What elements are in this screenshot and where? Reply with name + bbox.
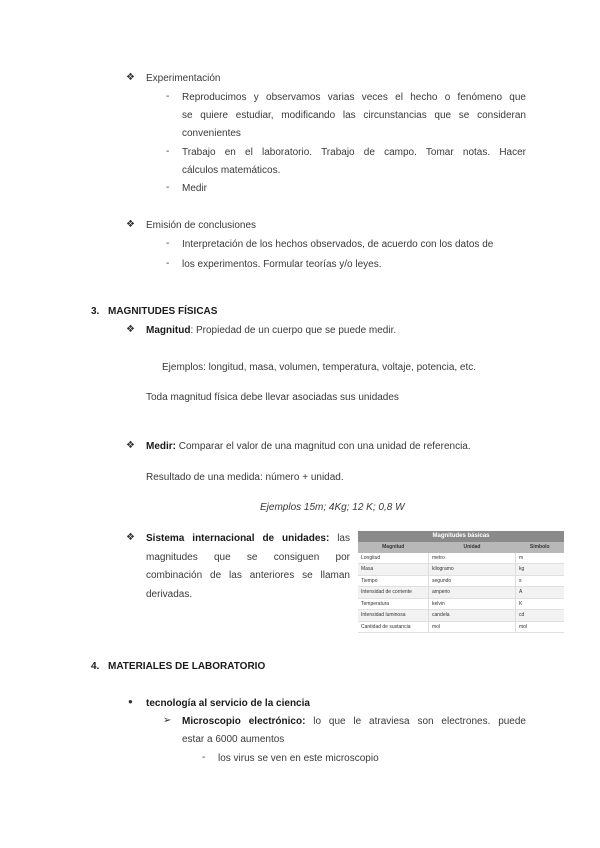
table-cell: Cantidad de sustancia [358, 621, 429, 633]
si-line-3: combinación de las anteriores se llaman [146, 570, 350, 581]
concl-item-1: Interpretación de los hechos observados, de acuerdo con los datos de [182, 239, 494, 250]
diamond-bullet-icon: ❖ [126, 440, 135, 451]
ejemplos-magnitudes: Ejemplos: longitud, masa, volumen, temperatura, voltaje, potencia, etc. [162, 362, 477, 373]
table-row [358, 587, 564, 599]
table-cell: Longitud [358, 553, 429, 564]
table-row [358, 621, 564, 633]
diamond-bullet-icon: ❖ [126, 219, 135, 230]
section-4-title: MATERIALES DE LABORATORIO [108, 661, 266, 672]
tecnologia-bullet: tecnología al servicio de la ciencia [146, 698, 310, 709]
exp-item-1-line-3: convenientes [182, 128, 241, 139]
table-cell: A [516, 587, 565, 599]
arrow-bullet-icon: ➢ [163, 715, 172, 726]
table-title: Magnitudes básicas [358, 531, 564, 542]
magnitud-term: Magnitud [146, 325, 191, 336]
si-line-4: derivadas. [146, 589, 193, 600]
exp-item-2-line-1: Trabajo en el laboratorio. Trabajo de campo. Tomar notas. Hacer [182, 147, 526, 158]
table-cell: cd [516, 610, 565, 622]
table-cell: K [516, 598, 565, 610]
table-cell: Intensidad luminosa [358, 610, 429, 622]
si-term: Sistema internacional de unidades: [146, 533, 330, 544]
table-row [358, 564, 564, 576]
magnitud-definition [146, 324, 396, 337]
table-row [358, 553, 564, 564]
ejemplos-unidades: Ejemplos 15m; 4Kg; 12 K; 0,8 W [260, 502, 405, 513]
table-row [358, 575, 564, 587]
dot-bullet-icon: ● [128, 697, 133, 706]
table-header-simbolo: Símbolo [516, 542, 565, 553]
dash-icon: - [202, 752, 206, 763]
magnitudes-basicas-table [358, 531, 564, 633]
table-cell: amperio [429, 587, 516, 599]
table-cell: segundo [429, 575, 516, 587]
dash-icon: - [166, 238, 170, 249]
concl-item-2: los experimentos. Formular teorías y/o leyes. [182, 259, 382, 270]
table-cell: Tiempo [358, 575, 429, 587]
experimentacion-heading: Experimentación [146, 73, 221, 84]
exp-item-2-line-2: cálculos matemáticos. [182, 165, 281, 176]
microscopio-term: Microscopio electrónico: [182, 716, 306, 727]
section-3-number: 3. [91, 306, 100, 317]
table-header-unidad: Unidad [429, 542, 516, 553]
dash-icon: - [166, 146, 170, 157]
diamond-bullet-icon: ❖ [126, 532, 135, 543]
table-cell: s [516, 575, 565, 587]
exp-item-3: Medir [182, 183, 208, 194]
section-4-number: 4. [91, 661, 100, 672]
virus-text: los virus se ven en este microscopio [218, 753, 379, 764]
table-cell: metro [429, 553, 516, 564]
toda-magnitud-text: Toda magnitud física debe llevar asociadas sus unidades [146, 392, 399, 403]
si-line-1-rest: las [329, 533, 350, 544]
diamond-bullet-icon: ❖ [126, 324, 135, 335]
table-row [358, 598, 564, 610]
microscopio-line-1 [182, 715, 526, 728]
table-cell: kg [516, 564, 565, 576]
table-cell: Intensidad de corriente [358, 587, 429, 599]
table-header-magnitud: Magnitud [358, 542, 429, 553]
dash-icon: - [166, 91, 170, 102]
exp-item-1-line-1: Reproducimos y observamos varias veces el hecho o fenómeno que [182, 92, 526, 103]
table-cell: kelvin [429, 598, 516, 610]
medir-definition [146, 440, 471, 453]
table-cell: m [516, 553, 565, 564]
medir-term: Medir: [146, 441, 176, 452]
table-cell: Masa [358, 564, 429, 576]
section-3-title: MAGNITUDES FÍSICAS [108, 306, 218, 317]
table-cell: Temperatura [358, 598, 429, 610]
table-cell: mol [516, 621, 565, 633]
table-cell: mol [429, 621, 516, 633]
medir-def-text: Comparar el valor de una magnitud con una unidad de referencia. [176, 441, 471, 452]
microscopio-line-2: estar a 6000 aumentos [182, 734, 285, 745]
table-cell: kilogramo [429, 564, 516, 576]
diamond-bullet-icon: ❖ [126, 72, 135, 83]
si-line-1 [146, 532, 350, 545]
table-row [358, 610, 564, 622]
microscopio-rest: lo que le atraviesa son electrones. puede [305, 716, 526, 727]
dash-icon: - [166, 258, 170, 269]
table-cell: candela [429, 610, 516, 622]
exp-item-1-line-2: se quiere estudiar, modificando las circunstancias que se consideran [182, 110, 526, 121]
si-line-2: magnitudes que se consiguen por [146, 552, 350, 563]
dash-icon: - [166, 182, 170, 193]
magnitud-def-text: : Propiedad de un cuerpo que se puede medir. [190, 325, 397, 336]
resultado-text: Resultado de una medida: número + unidad. [146, 472, 344, 483]
conclusiones-heading: Emisión de conclusiones [146, 220, 257, 231]
